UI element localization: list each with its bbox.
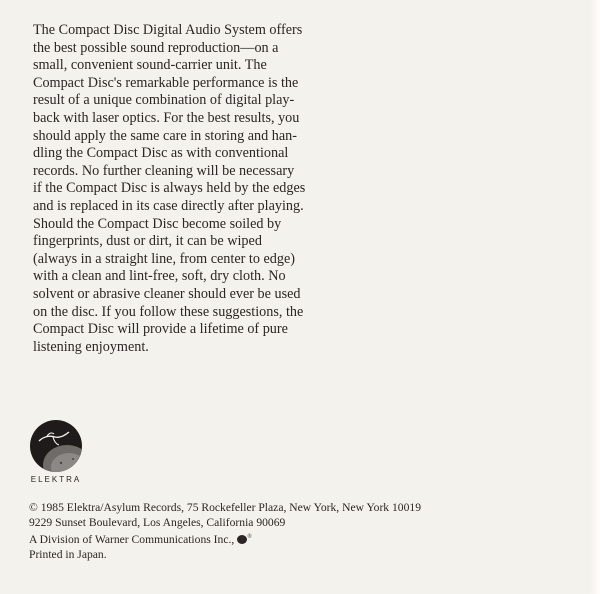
text-line: if the Compact Disc is always held by the edges	[33, 180, 306, 197]
registered-mark: ®	[247, 534, 252, 540]
copyright-credits	[29, 500, 449, 562]
text-line: dling the Compact Disc as with conventional	[33, 145, 289, 162]
text-line: result of a unique combination of digital play-	[33, 92, 295, 109]
text-line: Should the Compact Disc become soiled by	[33, 215, 282, 232]
elektra-logo-icon	[25, 419, 87, 475]
elektra-logo	[25, 419, 87, 491]
text-line: records. No further cleaning will be necessary	[33, 162, 295, 179]
division-line	[29, 530, 449, 547]
text-line: with a clean and lint-free, soft, dry cloth. No	[33, 268, 286, 285]
elektra-logo-label: ELEKTRA	[30, 475, 82, 484]
page-edge	[590, 0, 600, 594]
text-line: (always in a straight line, from center to edge)	[33, 250, 295, 267]
text-line: and is replaced in its case directly after playing.	[33, 197, 304, 214]
text-line: on the disc. If you follow these suggestions, the	[33, 303, 304, 320]
text-line: solvent or abrasive cleaner should ever be used	[33, 285, 301, 302]
text-line: Compact Disc will provide a lifetime of pure	[33, 321, 288, 338]
text-line: Compact Disc's remarkable performance is the	[33, 74, 299, 91]
text-line: listening enjoyment.	[33, 338, 149, 355]
text-line: back with laser optics. For the best results, you	[33, 109, 300, 126]
text-line: The Compact Disc Digital Audio System offers	[33, 22, 303, 38]
copyright-line: © 1985 Elektra/Asylum Records, 75 Rockefeller Plaza, New York, New York 10019	[29, 501, 421, 514]
care-instructions-text	[33, 22, 333, 356]
division-text: A Division of Warner Communications Inc.,	[29, 532, 235, 546]
printed-line: Printed in Japan.	[29, 547, 107, 561]
address-line: 9229 Sunset Boulevard, Los Angeles, California 90069	[29, 516, 286, 529]
text-line: fingerprints, dust or dirt, it can be wiped	[33, 233, 262, 250]
text-line: should apply the same care in storing and han-	[33, 127, 297, 144]
text-line: small, convenient sound-carrier unit. The	[33, 57, 267, 74]
warner-communications-logo-icon	[237, 535, 247, 544]
text-line: the best possible sound reproduction—on a	[33, 39, 279, 56]
